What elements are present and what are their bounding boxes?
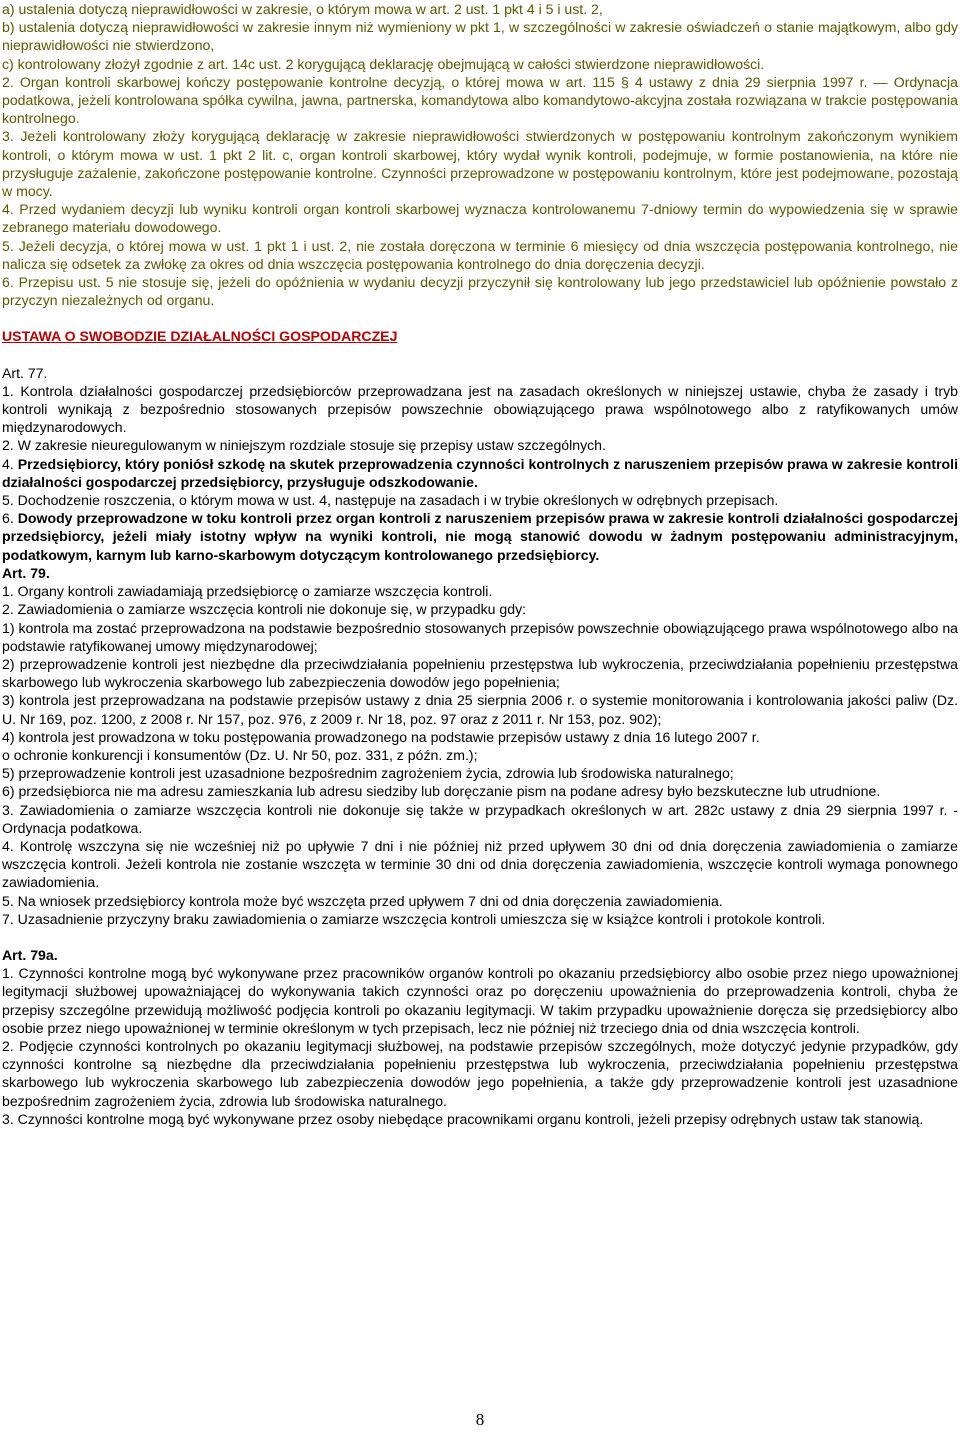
article-79-paragraph-4: 4. Kontrolę wszczyna się nie wcześniej niż po upływie 7 dni i nie później niż przed upływem 30 dni od dnia doręczenia zawiadomienia o zamiarze wszczęcia kontroli. Jeżeli kontrola nie zostanie wszczęta w terminie 30 dni od dnia doręczenia zawiadomienia, wszczęcie kontroli wymaga ponownego zawiadomienia. — [2, 837, 958, 891]
article-79-paragraph-5: 5. Na wniosek przedsiębiorcy kontrola może być wszczęta przed upływem 7 dni od dnia doręczenia zawiadomienia. — [2, 892, 723, 909]
article-79a-heading — [2, 946, 958, 964]
article-79-paragraph-1: 1. Organy kontroli zawiadamiają przedsiębiorcę o zamiarze wszczęcia kontroli. — [2, 583, 493, 600]
section-title: USTAWA O SWOBODZIE DZIAŁALNOŚCI GOSPODARCZEJ — [2, 328, 398, 345]
list-item-2: 2) przeprowadzenie kontroli jest niezbędne dla przeciwdziałania popełnieniu przestępstwa lub wykroczenia, przeciwdziałania popełnieniu przestępstwa skarbowego lub wykroczenia skarbowego lub zabezpieczenia dowodów jego popełnienia; — [2, 655, 958, 691]
page-number: 8 — [475, 1410, 485, 1429]
article-77 — [2, 364, 958, 564]
article-77-heading: Art. 77. — [2, 364, 48, 381]
paragraph-4: 4. Przed wydaniem decyzji lub wyniku kontroli organ kontroli skarbowej wyznacza kontrolowanemu 7-dniowy termin do wypowiedzenia się w sprawie zebranego materiału dowodowego. — [2, 201, 958, 236]
paragraph-6: 6. Przepisu ust. 5 nie stosuje się, jeżeli do opóźnienia w wydaniu decyzji przyczynił się kontrolowany lub jego przedstawiciel lub opóźnienie powstało z przyczyn niezależnych od organu. — [2, 274, 958, 309]
point-c: c) kontrolowany złożył zgodnie z art. 14c ust. 2 korygującą deklarację obejmującą w całości stwierdzone nieprawidłowości. — [2, 55, 765, 72]
article-79a-paragraph-3: 3. Czynności kontrolne mogą być wykonywane przez osoby niebędące pracownikami organu kontroli, jeżeli przepisy odrębnych ustaw tak stanowią. — [2, 1110, 924, 1127]
article-79 — [2, 564, 958, 928]
paragraph-number: 6. — [2, 510, 14, 527]
article-79a-paragraph-1: 1. Czynności kontrolne mogą być wykonywane przez pracowników organów kontroli po okazaniu przedsiębiorcy albo osobie przez niego upoważnionej legitymacji służbowej upoważniającej do wykonywania takich czynności oraz po doręczeniu upoważnienia do przeprowadzenia kontroli, chyba że przepisy szczególne przewidują możliwość podjęcia kontroli po okazaniu legitymacji. W takim przypadku upoważnienie doręcza się przedsiębiorcy albo osobie przez niego upoważnionej w terminie określonym w tych przepisach, lecz nie później niż trzeciego dnia od dnia wszczęcia kontroli. — [2, 965, 958, 1036]
bold-text: Przedsiębiorcy, który poniósł szkodę na skutek przeprowadzenia czynności kontrolnych z naruszeniem przepisów prawa w zakresie kontroli działalności gospodarczej przedsiębiorcy, przysługuje odszkodowanie. — [2, 455, 958, 490]
paragraph-3: 3. Jeżeli kontrolowany złoży korygującą deklarację w zakresie nieprawidłowości stwierdzonych w postępowaniu kontrolnym zakończonym wynikiem kontroli, o którym mowa w ust. 1 pkt 2 lit. c, organ kontroli skarbowej, który wydał wynik kontroli, podejmuje, w formie postanowienia, na które nie przysługuje zażalenie, zakończone postępowanie kontrolne. Czynności przeprowadzone w postępowaniu kontrolnym, które jest podejmowane, pozostają w mocy. — [2, 128, 958, 200]
upper-section — [2, 0, 958, 309]
paragraph-2: 2. Organ kontroli skarbowej kończy postępowanie kontrolne decyzją, o której mowa w art. 115 § 4 ustawy z dnia 29 sierpnia 1997 r. — Ordynacja podatkowa, jeżeli kontrolowana spółka cywilna, jawna, partnerska, komandytowa albo komandytowo-akcyjna została rozwiązana w trakcie postępowania kontrolnego. — [2, 73, 958, 127]
article-79-paragraph-7: 7. Uzasadnienie przyczyny braku zawiadomienia o zamiarze wszczęcia kontroli umieszcza się w książce kontroli i protokole kontroli. — [2, 910, 826, 927]
spacer — [2, 928, 958, 946]
list-item-4: 4) kontrola jest prowadzona w toku postępowania prowadzonego na podstawie przepisów ustawy z dnia 16 lutego 2007 r. — [2, 728, 760, 745]
spacer — [2, 309, 958, 327]
point-a: a) ustalenia dotyczą nieprawidłowości w zakresie, o którym mowa w art. 2 ust. 1 pkt 4 i 5 i ust. 2, — [2, 1, 603, 17]
article-79-paragraph-2: 2. Zawiadomienia o zamiarze wszczęcia kontroli nie dokonuje się, w przypadku gdy: — [2, 601, 527, 618]
article-77-paragraph-5: 5. Dochodzenie roszczenia, o którym mowa w ust. 4, następuje na zasadach i w trybie określonych w odrębnych przepisach. — [2, 492, 779, 509]
article-79-heading — [2, 564, 958, 582]
list-item-4-continued: o ochronie konkurencji i konsumentów (Dz. U. Nr 50, poz. 331, z późn. zm.); — [2, 746, 478, 763]
article-77-paragraph-2: 2. W zakresie nieuregulowanym w niniejszym rozdziale stosuje się przepisy ustaw szczególnych. — [2, 437, 606, 454]
article-79-paragraph-3: 3. Zawiadomienia o zamiarze wszczęcia kontroli nie dokonuje się także w przypadkach określonych w art. 282c ustawy z dnia 29 sierpnia 1997 r. - Ordynacja podatkowa. — [2, 801, 958, 836]
article-77-paragraph-1: 1. Kontrola działalności gospodarczej przedsiębiorców przeprowadzana jest na zasadach określonych w niniejszej ustawie, chyba że zasady i tryb kontroli wynikają z bezpośrednio stosowanych przepisów powszechnie obowiązującego prawa wspólnotowego albo z ratyfikowanych umów międzynarodowych. — [2, 382, 958, 436]
heading-text: Art. 79a. — [2, 946, 58, 963]
list-item-5: 5) przeprowadzenie kontroli jest uzasadnione bezpośrednim zagrożeniem życia, zdrowia lub środowiska naturalnego; — [2, 765, 734, 782]
article-79a — [2, 946, 958, 1128]
bold-text: Dowody przeprowadzone w toku kontroli przez organ kontroli z naruszeniem przepisów prawa w zakresie kontroli działalności gospodarczej przedsiębiorcy, jeżeli miały istotny wpływ na wyniki kontroli, nie mogą stanowić dowodu w żadnym postępowaniu administracyjnym, podatkowym, karnym lub karno-skarbowym dotyczącym kontrolowanego przedsiębiorcy. — [2, 510, 958, 563]
heading-text: Art. 79. — [2, 564, 50, 581]
spacer — [2, 346, 958, 364]
article-77-paragraph-4 — [2, 455, 958, 491]
article-77-paragraph-6 — [2, 509, 958, 564]
point-b: b) ustalenia dotyczą nieprawidłowości w zakresie innym niż wymieniony w pkt 1, w szczególności w zakresie oświadczeń o stanie majątkowym, albo gdy nieprawidłowości nie stwierdzono, — [2, 19, 958, 54]
article-79a-paragraph-2: 2. Podjęcie czynności kontrolnych po okazaniu legitymacji służbowej, na podstawie przepisów szczególnych, może dotyczyć jedynie przypadków, gdy czynności kontrolne są niezbędne dla przeciwdziałania popełnieniu przestępstwa lub wykroczenia, przeciwdziałania popełnieniu przestępstwa skarbowego lub wykroczenia skarbowego lub zabezpieczenia dowodów jego popełnienia, a także gdy przeprowadzenie kontroli jest uzasadnione bezpośrednim zagrożeniem życia, zdrowia lub środowiska naturalnego. — [2, 1037, 958, 1109]
list-item-6: 6) przedsiębiorca nie ma adresu zamieszkania lub adresu siedziby lub doręczanie pism na podane adresy było bezskuteczne lub utrudnione. — [2, 783, 881, 800]
paragraph-5: 5. Jeżeli decyzja, o której mowa w ust. 1 pkt 1 i ust. 2, nie została doręczona w terminie 6 miesięcy od dnia wszczęcia postępowania kontrolnego, nie nalicza się odsetek za zwłokę za okres od dnia wszczęcia postępowania kontrolnego do dnia doręczenia decyzji. — [2, 237, 958, 272]
list-item-1: 1) kontrola ma zostać przeprowadzona na podstawie bezpośrednio stosowanych przepisów powszechnie obowiązującego prawa wspólnotowego albo na podstawie ratyfikowanej umowy międzynarodowej; — [2, 619, 958, 654]
paragraph-number: 4. — [2, 455, 14, 472]
list-item-3: 3) kontrola jest przeprowadzana na podstawie przepisów ustawy z dnia 25 sierpnia 2006 r. o systemie monitorowania i kontrolowania jakości paliw (Dz. U. Nr 169, poz. 1200, z 2008 r. Nr 157, poz. 976, z 2009 r. Nr 18, poz. 97 oraz z 2011 r. Nr 153, poz. 902); — [2, 692, 958, 727]
